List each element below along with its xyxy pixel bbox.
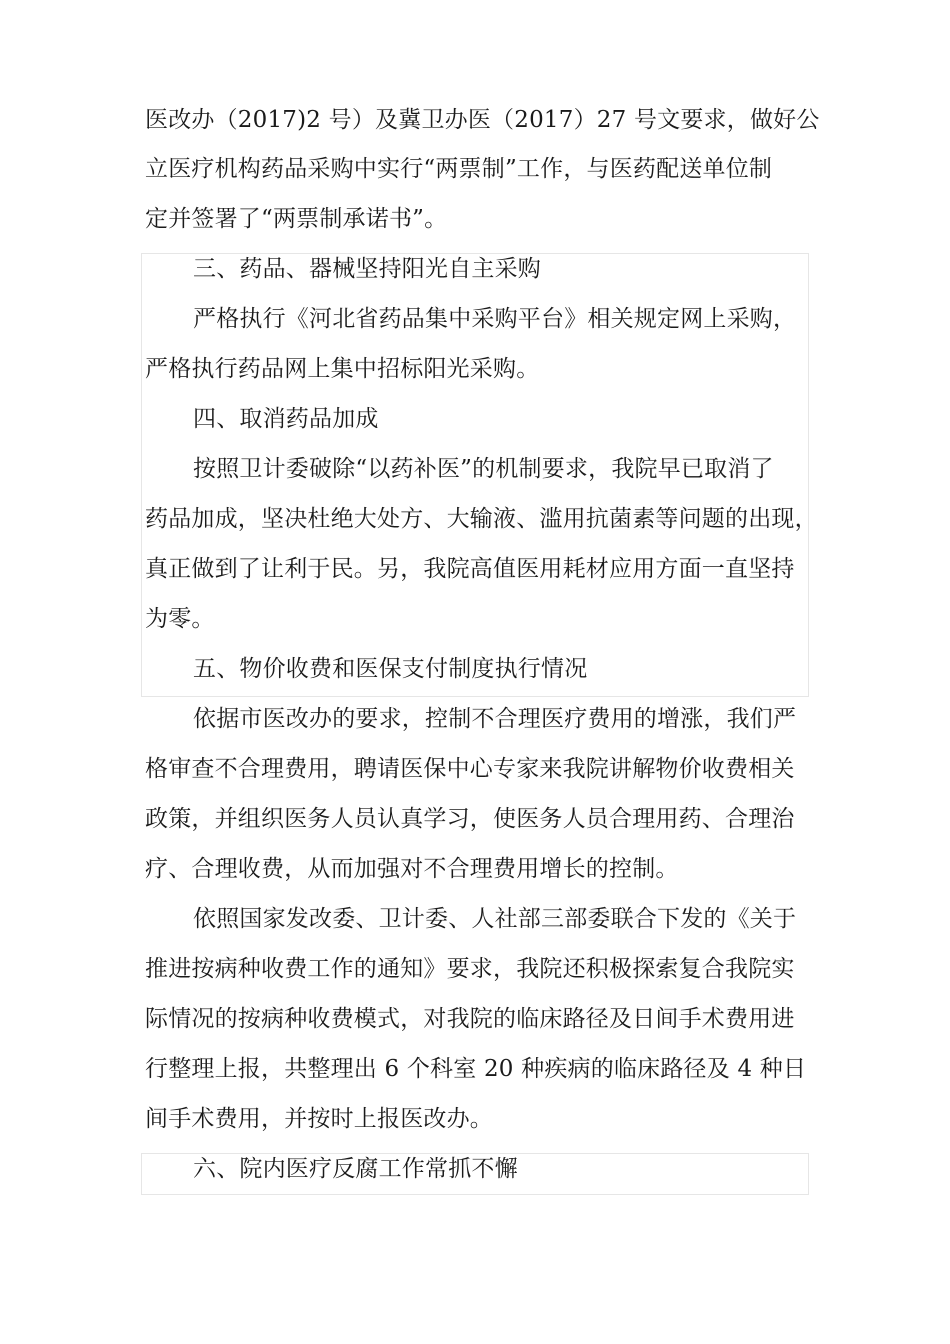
paragraph-line: 疗、合理收费，从而加强对不合理费用增长的控制。 [145,856,679,882]
paragraph-line: 医改办（2017)2 号）及冀卫办医（2017）27 号文要求，做好公 [145,107,820,133]
paragraph-line: 格审查不合理费用，聘请医保中心专家来我院讲解物价收费相关 [145,756,795,782]
section-heading: 六、院内医疗反腐工作常抓不懈 [193,1156,518,1182]
section-heading: 四、取消药品加成 [193,406,379,432]
paragraph-line: 严格执行《河北省药品集中采购平台》相关规定网上采购， [193,306,797,332]
section-heading: 三、药品、器械坚持阳光自主采购 [193,256,541,282]
paragraph-line: 药品加成，坚决杜绝大处方、大输液、滥用抗菌素等问题的出现， [145,506,818,532]
paragraph-line: 按照卫计委破除“以药补医”的机制要求，我院早已取消了 [193,456,774,482]
paragraph-line: 政策，并组织医务人员认真学习，使医务人员合理用药、合理治 [145,806,795,832]
paragraph-line: 依据市医改办的要求，控制不合理医疗费用的增涨，我们严 [193,706,797,732]
paragraph-line: 际情况的按病种收费模式，对我院的临床路径及日间手术费用进 [145,1006,795,1032]
paragraph-line: 行整理上报，共整理出 6 个科室 20 种疾病的临床路径及 4 种日 [145,1056,807,1082]
paragraph-line: 定并签署了“两票制承诺书”。 [145,206,448,232]
paragraph-line: 严格执行药品网上集中招标阳光采购。 [145,356,540,382]
section-heading: 五、物价收费和医保支付制度执行情况 [193,656,588,682]
paragraph-line: 推进按病种收费工作的通知》要求，我院还积极探索复合我院实 [145,956,795,982]
paragraph-line: 真正做到了让利于民。另，我院高值医用耗材应用方面一直坚持 [145,556,795,582]
paragraph-line: 依照国家发改委、卫计委、人社部三部委联合下发的《关于 [193,906,797,932]
paragraph-line: 间手术费用，并按时上报医改办。 [145,1106,493,1132]
paragraph-line: 为零。 [145,606,215,632]
paragraph-line: 立医疗机构药品采购中实行“两票制”工作，与医药配送单位制 [145,156,773,182]
